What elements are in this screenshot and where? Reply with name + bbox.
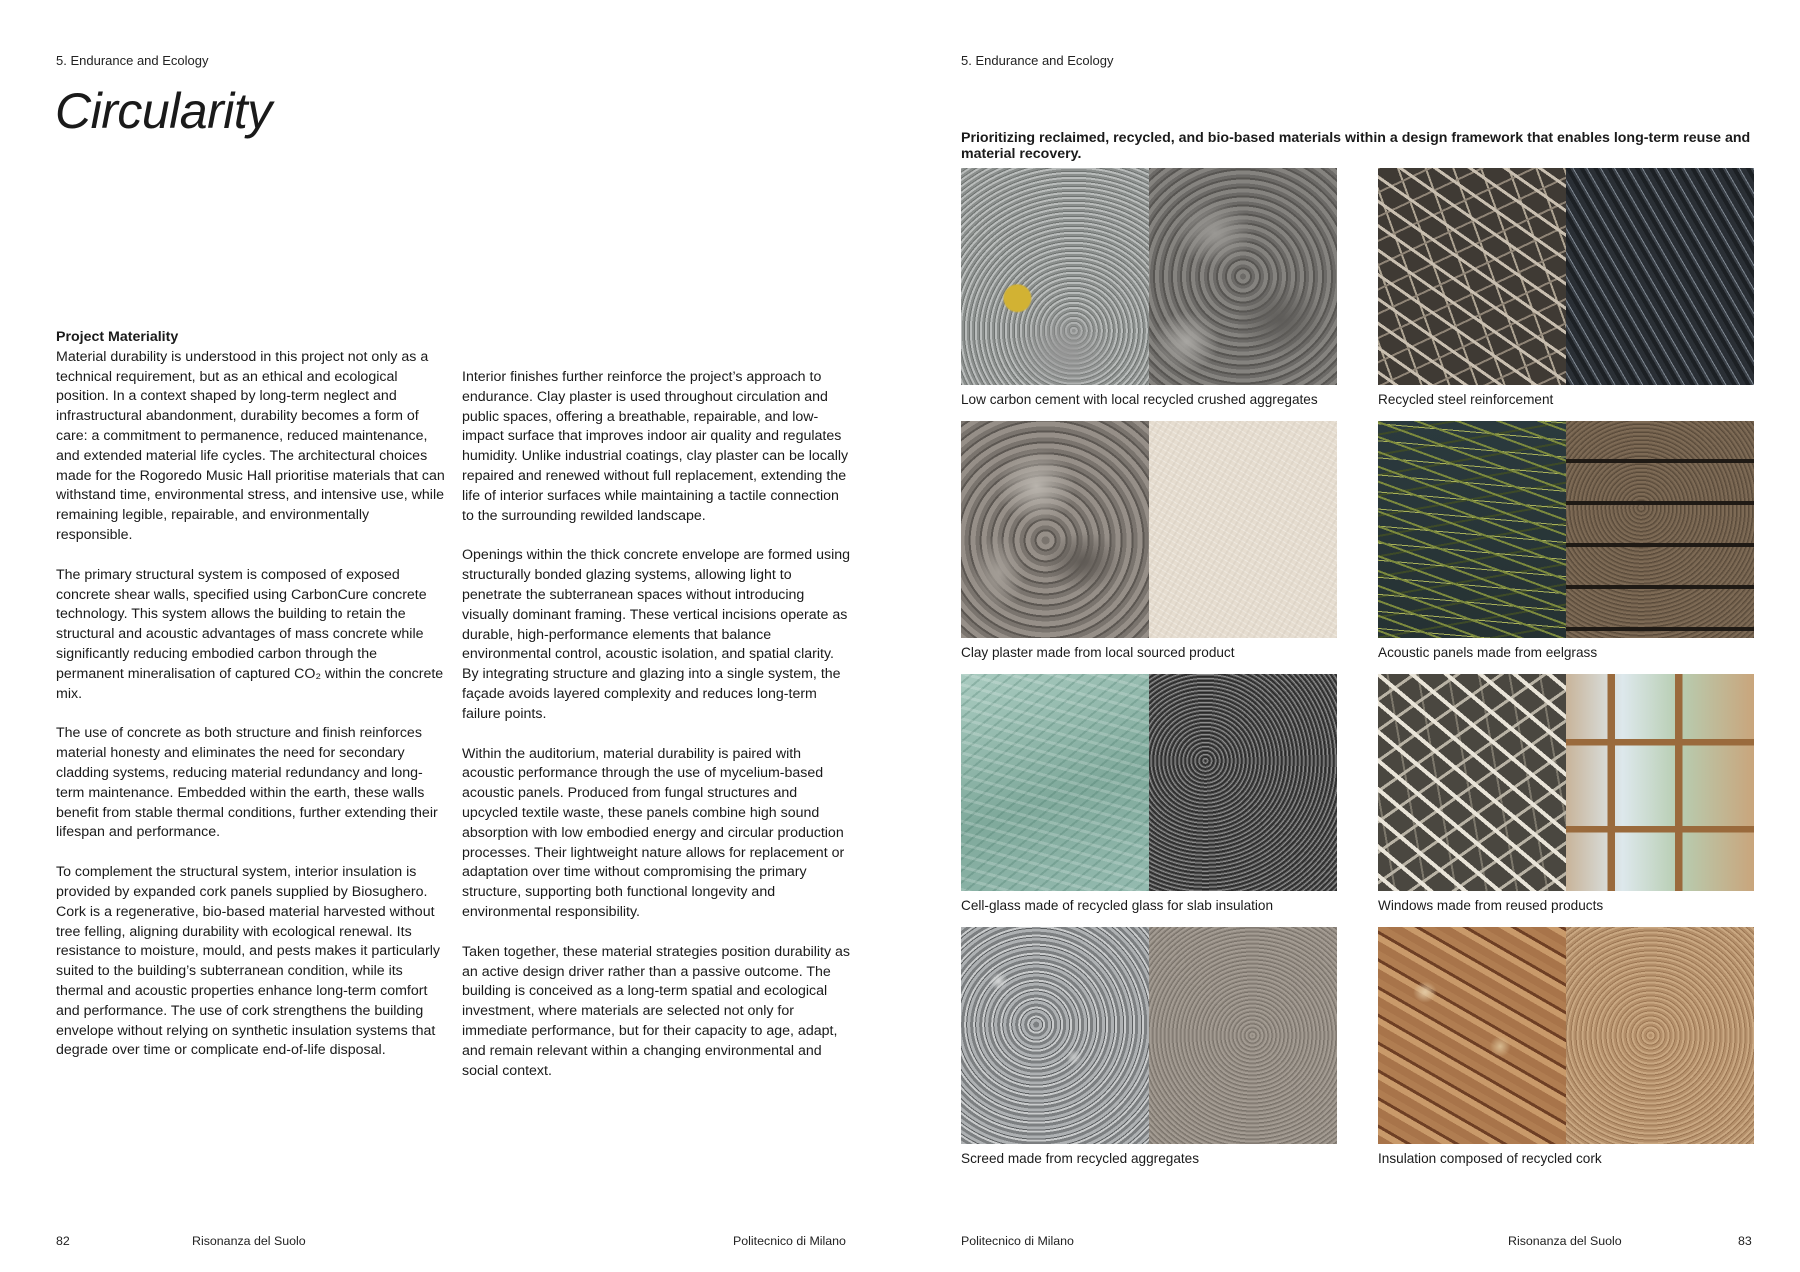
material-tile <box>1378 674 1754 913</box>
eelgrass-photo <box>1378 421 1566 638</box>
material-tile <box>1378 927 1754 1166</box>
material-caption: Screed made from recycled aggregates <box>961 1151 1200 1166</box>
material-tile <box>961 674 1337 913</box>
book-title: Risonanza del Suolo <box>1508 1234 1622 1248</box>
section-heading: Project Materiality <box>56 329 179 345</box>
material-tile <box>961 168 1337 407</box>
wet-cement-photo <box>1149 168 1337 385</box>
wooden-window-photo <box>1566 674 1754 891</box>
text-column-left <box>56 328 446 1081</box>
paragraph: Interior finishes further reinforce the project’s approach to endurance. Clay plaster is used throughout circulation and public spaces, offering a breathable, repairable, and low-impact surface that improves indoor air quality and regulates humidity. Unlike industrial coatings, clay plaster can be locally repaired and renewed without full replacement, extending the life of interior surfaces while maintaining a tactile connection to the surrounding rewilded landscape. <box>462 369 849 524</box>
cork-board-photo <box>1566 927 1754 1144</box>
paragraph: Taken together, these material strategies position durability as an active design driver rather than a passive outcome. The building is conceived as a long-term spatial and ecological investment, where materials are selected not only for immediate performance, but for their capacity to age, adapt, and remain relevant within a changing environmental and social context. <box>462 943 851 1079</box>
page-title: Circularity <box>55 83 272 139</box>
gravel-photo <box>961 927 1149 1144</box>
book-title: Risonanza del Suolo <box>192 1234 306 1248</box>
steel-rebar-photo <box>1566 168 1754 385</box>
material-tile <box>1378 421 1754 660</box>
material-photo-pair <box>1378 421 1754 638</box>
material-tile <box>1378 168 1754 407</box>
material-photo-pair <box>961 927 1337 1144</box>
paragraph: The use of concrete as both structure and finish reinforces material honesty and eliminates the need for secondary cladding systems, reducing material redundancy and long-term maintenance. Embedded within the earth, these walls benefit from stable thermal conditions, further extending their lifespan and performance. <box>56 725 438 841</box>
material-caption: Insulation composed of recycled cork <box>1378 1151 1602 1166</box>
section-label: 5. Endurance and Ecology <box>56 53 209 68</box>
paragraph: Material durability is understood in this project not only as a technical requirement, but as an ethical and ecological position. In a context shaped by long-term neglect and infrastructural abandonment, durability becomes a form of care: a commitment to permanence, reduced maintenance, and extended material life cycles. The architectural choices made for the Rogoredo Music Hall prioritise materials that can withstand time, environmental stress, and intensive use, while remaining legible, repairable, and environmentally responsible. <box>56 348 445 543</box>
material-photo-pair <box>961 674 1337 891</box>
raw-clay-photo <box>961 421 1149 638</box>
material-caption: Low carbon cement with local recycled crushed aggregates <box>961 392 1318 407</box>
scrap-steel-photo <box>1378 168 1566 385</box>
institution-name: Politecnico di Milano <box>961 1234 1074 1248</box>
eelgrass-panels-photo <box>1566 421 1754 638</box>
text-column-right <box>462 368 852 1101</box>
page-number: 83 <box>1738 1234 1752 1248</box>
material-tile <box>961 927 1337 1166</box>
paragraph: To complement the structural system, interior insulation is provided by expanded cork panels supplied by Biosughero. Cork is a regenerative, bio-based material harvested without tree felling, aligning durability with ecological renewal. Its resistance to moisture, mould, and pests makes it particularly suited to the building’s subterranean condition, while its thermal and acoustic properties enhance long-term comfort and performance. The use of cork strengthens the building envelope without relying on synthetic insulation systems that degrade over time or complicate end-of-life disposal. <box>56 864 441 1059</box>
paragraph: The primary structural system is composed of exposed concrete shear walls, specified using CarbonCure concrete technology. This system allows the building to retain the structural and acoustic advantages of mass concrete while significantly reducing embodied carbon through the permanent mineralisation of captured CO₂ within the concrete mix. <box>56 566 444 702</box>
material-photo-pair <box>1378 927 1754 1144</box>
reclaimed-frames-photo <box>1378 674 1566 891</box>
screed-photo <box>1149 927 1337 1144</box>
material-caption: Cell-glass made of recycled glass for slab insulation <box>961 898 1274 913</box>
crushed-glass-photo <box>961 674 1149 891</box>
material-caption: Recycled steel reinforcement <box>1378 392 1554 407</box>
wine-corks-photo <box>1378 927 1566 1144</box>
crushed-aggregate-photo <box>961 168 1149 385</box>
institution-name: Politecnico di Milano <box>733 1234 846 1248</box>
paragraph: Within the auditorium, material durability is paired with acoustic performance through the use of mycelium-based acoustic panels. Produced from fungal structures and upcycled textile waste, these panels combine high sound absorption with low embodied energy and circular production processes. Their lightweight nature allows for replacement or adaptation over time without compromising the primary structure, supporting both functional longevity and environmental responsibility. <box>462 745 845 920</box>
material-photo-pair <box>961 421 1337 638</box>
material-caption: Acoustic panels made from eelgrass <box>1378 645 1598 660</box>
material-photo-pair <box>1378 168 1754 385</box>
section-label: 5. Endurance and Ecology <box>961 53 1114 68</box>
intro-text: Prioritizing reclaimed, recycled, and bio-based materials within a design framework that enables long-term reuse and material recovery. <box>961 130 1751 162</box>
material-tile <box>961 421 1337 660</box>
material-caption: Windows made from reused products <box>1378 898 1604 913</box>
material-caption: Clay plaster made from local sourced product <box>961 645 1235 660</box>
material-photo-pair <box>1378 674 1754 891</box>
foam-glass-photo <box>1149 674 1337 891</box>
page-number: 82 <box>56 1234 70 1248</box>
clay-plaster-photo <box>1149 421 1337 638</box>
paragraph: Openings within the thick concrete envelope are formed using structurally bonded glazing systems, allowing light to penetrate the subterranean spaces without introducing visually dominant framing. These vertical incisions operate as durable, high-performance elements that balance environmental control, acoustic isolation, and spatial clarity. By integrating structure and glazing into a single system, the façade avoids layered complexity and reduces long-term failure points. <box>462 547 851 722</box>
material-photo-pair <box>961 168 1337 385</box>
